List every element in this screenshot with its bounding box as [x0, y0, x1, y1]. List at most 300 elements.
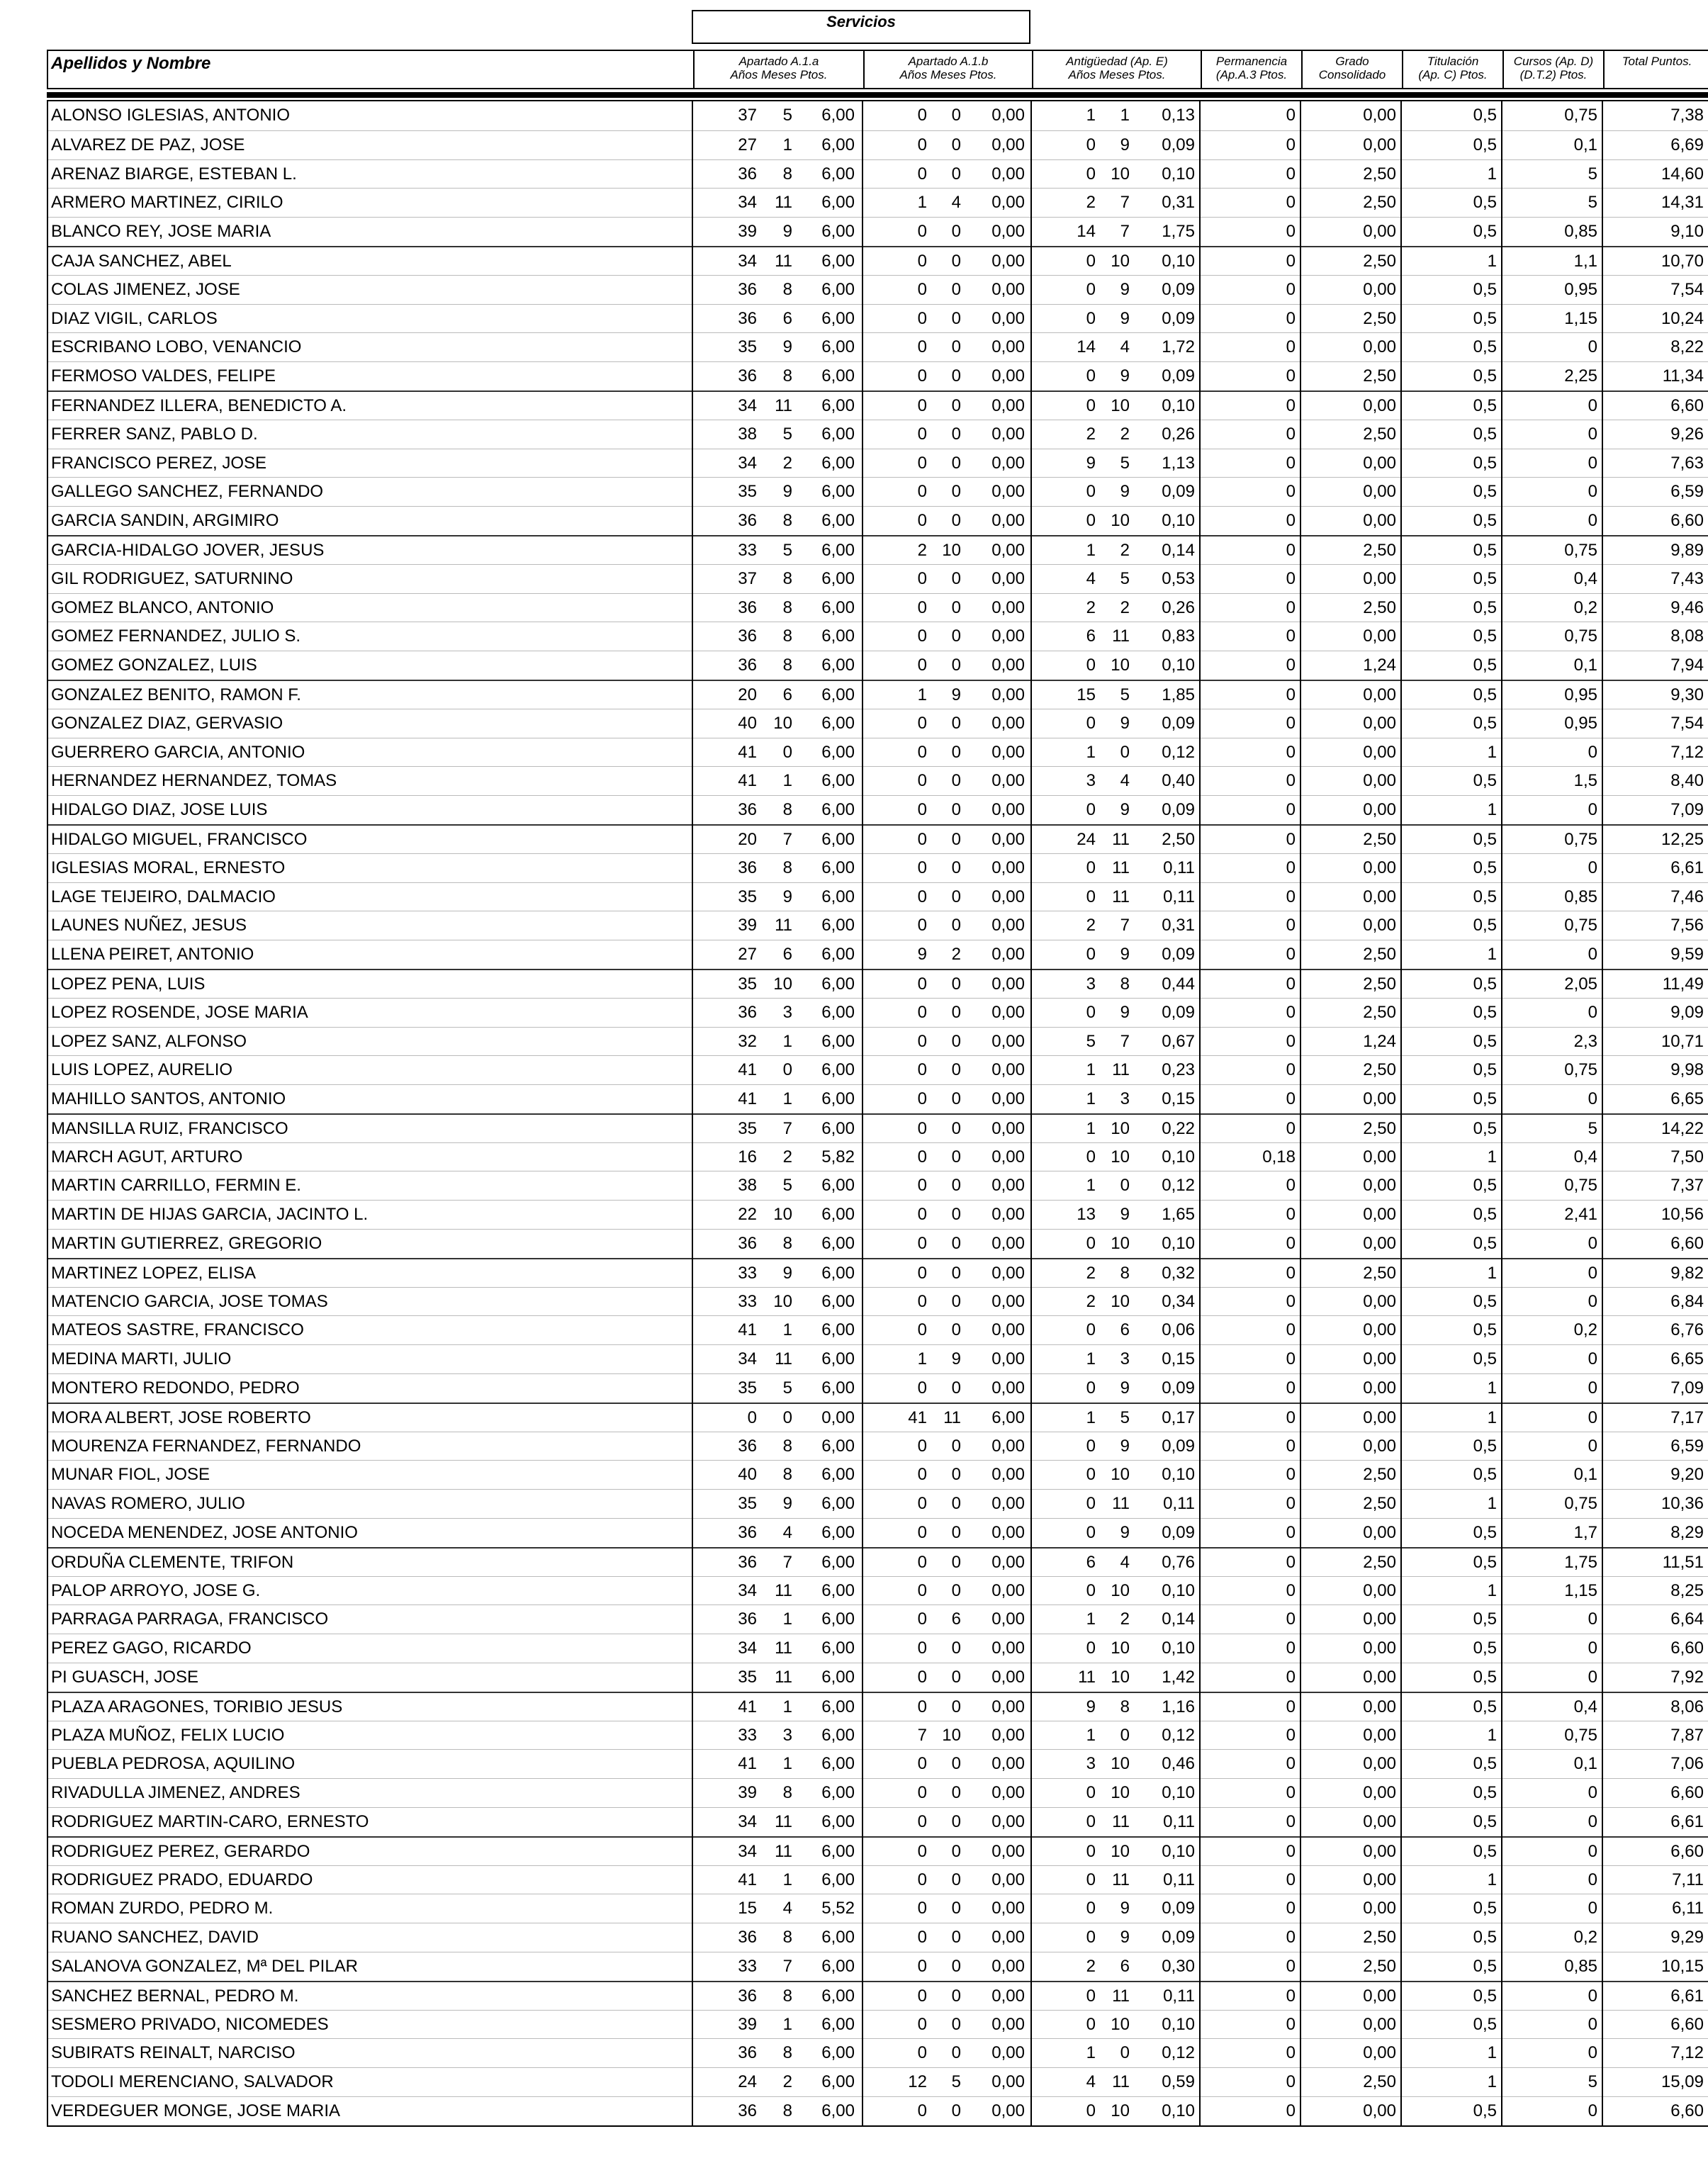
cell-a1b-years: 0 — [917, 1060, 927, 1080]
cell-total: 7,50 — [1670, 1147, 1704, 1167]
cell-a1b-months: 9 — [951, 1349, 961, 1369]
cell-a1a-years: 36 — [738, 626, 757, 646]
cell-cursos: 0,2 — [1573, 597, 1597, 617]
cell-ant-points: 0,67 — [1162, 1031, 1195, 1051]
cell-total: 7,37 — [1670, 1176, 1704, 1196]
cell-a1b-years: 0 — [917, 1291, 927, 1311]
cell-ant-years: 4 — [1086, 2072, 1096, 2092]
cell-titulacion: 0,5 — [1473, 1291, 1497, 1311]
cell-a1b-months: 0 — [951, 1697, 961, 1716]
cell-name: FERNANDEZ ILLERA, BENEDICTO A. — [51, 395, 347, 415]
cell-a1a-months: 8 — [782, 511, 792, 531]
cell-a1b-years: 0 — [917, 135, 927, 154]
cell-ant-months: 10 — [1111, 1465, 1130, 1485]
cell-a1a-months: 8 — [782, 1465, 792, 1485]
cell-ant-months: 10 — [1111, 1754, 1130, 1774]
cell-a1b-points: 0,00 — [991, 193, 1025, 213]
cell-ant-months: 11 — [1112, 626, 1130, 646]
cell-a1a-months: 9 — [782, 1494, 792, 1514]
cell-name: NAVAS ROMERO, JULIO — [51, 1494, 245, 1514]
cell-a1b-points: 0,00 — [991, 106, 1025, 125]
cell-cursos: 1,75 — [1564, 1552, 1597, 1572]
cell-a1a-points: 6,00 — [821, 1668, 855, 1687]
cell-a1b-points: 0,00 — [991, 337, 1025, 357]
cell-ant-points: 0,26 — [1162, 597, 1195, 617]
cell-permanencia: 0 — [1286, 1783, 1296, 1803]
cell-titulacion: 0,5 — [1473, 1609, 1497, 1629]
cell-grado: 2,50 — [1363, 829, 1396, 849]
cell-ant-points: 0,15 — [1162, 1089, 1195, 1109]
cell-a1a-years: 34 — [738, 251, 757, 271]
cell-ant-months: 9 — [1120, 1899, 1130, 1918]
cell-a1a-months: 8 — [782, 1436, 792, 1456]
cell-a1b-points: 0,00 — [991, 1031, 1025, 1051]
cell-a1b-months: 0 — [951, 1928, 961, 1948]
table-row — [48, 1027, 1708, 1056]
cell-permanencia: 0 — [1286, 1465, 1296, 1485]
cell-a1b-months: 0 — [951, 164, 961, 184]
cell-a1b-months: 0 — [951, 1754, 961, 1774]
cell-a1b-years: 0 — [917, 1580, 927, 1600]
cell-permanencia: 0 — [1286, 945, 1296, 965]
cell-a1a-points: 6,00 — [821, 656, 855, 675]
cell-ant-years: 2 — [1086, 193, 1096, 213]
cell-a1a-years: 36 — [738, 1523, 757, 1543]
cell-permanencia: 0 — [1286, 858, 1296, 877]
cell-total: 7,94 — [1670, 656, 1704, 675]
cell-ant-points: 0,10 — [1162, 1841, 1195, 1861]
cell-grado: 0,00 — [1363, 1841, 1396, 1861]
cell-a1b-months: 0 — [951, 1812, 961, 1832]
cell-cursos: 0 — [1588, 742, 1597, 762]
cell-grado: 0,00 — [1363, 337, 1396, 357]
cell-a1a-points: 6,00 — [821, 685, 855, 704]
cell-permanencia: 0 — [1286, 1812, 1296, 1832]
cell-titulacion: 0,5 — [1473, 656, 1497, 675]
cell-cursos: 5 — [1588, 193, 1597, 213]
cell-a1b-years: 12 — [908, 2072, 927, 2092]
cell-cursos: 0 — [1588, 1841, 1597, 1861]
cell-cursos: 0 — [1588, 337, 1597, 357]
cell-ant-points: 0,10 — [1162, 164, 1195, 184]
cell-ant-months: 0 — [1120, 1725, 1130, 1745]
cell-ant-points: 0,12 — [1162, 2043, 1195, 2063]
cell-name: GALLEGO SANCHEZ, FERNANDO — [51, 482, 324, 502]
cell-a1a-points: 6,00 — [821, 1841, 855, 1861]
cell-grado: 2,50 — [1363, 164, 1396, 184]
cell-permanencia: 0 — [1286, 251, 1296, 271]
cell-a1b-years: 0 — [917, 974, 927, 994]
cell-ant-months: 11 — [1112, 2072, 1130, 2092]
cell-a1a-points: 6,00 — [821, 597, 855, 617]
cell-ant-years: 0 — [1086, 482, 1096, 502]
cell-cursos: 0 — [1588, 2014, 1597, 2034]
cell-a1a-years: 37 — [738, 106, 757, 125]
cell-a1b-years: 2 — [917, 540, 927, 560]
cell-ant-months: 10 — [1111, 395, 1130, 415]
cell-ant-years: 0 — [1086, 1494, 1096, 1514]
cell-total: 9,59 — [1670, 945, 1704, 965]
cell-ant-years: 2 — [1086, 1263, 1096, 1283]
cell-a1a-months: 9 — [782, 887, 792, 906]
cell-name: DIAZ VIGIL, CARLOS — [51, 308, 218, 328]
table-row — [48, 1229, 1708, 1258]
table-row — [48, 680, 1708, 709]
cell-a1a-months: 5 — [782, 1378, 792, 1398]
cell-name: RUANO SANCHEZ, DAVID — [51, 1928, 259, 1948]
col-header-grado-l2: Consolidado — [1318, 68, 1386, 82]
cell-a1a-years: 40 — [738, 713, 757, 733]
cell-ant-years: 0 — [1086, 308, 1096, 328]
cell-permanencia: 0 — [1286, 193, 1296, 213]
cell-total: 6,59 — [1670, 482, 1704, 502]
cell-name: GARCIA-HIDALGO JOVER, JESUS — [51, 540, 325, 560]
cell-a1a-months: 9 — [782, 482, 792, 502]
cell-titulacion: 0,5 — [1473, 222, 1497, 242]
table-row — [48, 101, 1708, 130]
cell-a1b-years: 0 — [917, 2043, 927, 2063]
cell-a1b-points: 0,00 — [991, 1118, 1025, 1138]
cell-cursos: 5 — [1588, 164, 1597, 184]
cell-a1a-points: 6,00 — [821, 1205, 855, 1225]
cell-a1a-years: 33 — [738, 1291, 757, 1311]
table-row — [48, 1432, 1708, 1461]
cell-cursos: 0,85 — [1564, 222, 1597, 242]
table-row — [48, 1489, 1708, 1518]
table-row — [48, 449, 1708, 478]
column-divider — [1602, 101, 1603, 2125]
cell-cursos: 0,1 — [1573, 135, 1597, 154]
cell-total: 6,65 — [1670, 1089, 1704, 1109]
cell-name: PLAZA MUÑOZ, FELIX LUCIO — [51, 1725, 285, 1745]
cell-a1a-points: 6,00 — [821, 568, 855, 588]
cell-ant-years: 2 — [1086, 597, 1096, 617]
table-row — [48, 1373, 1708, 1403]
cell-a1a-months: 7 — [782, 1118, 792, 1138]
cell-a1a-years: 39 — [738, 2014, 757, 2034]
cell-grado: 2,50 — [1363, 540, 1396, 560]
cell-name: MARCH AGUT, ARTURO — [51, 1147, 243, 1167]
cell-total: 8,08 — [1670, 626, 1704, 646]
cell-ant-points: 0,10 — [1162, 1234, 1195, 1254]
cell-a1b-points: 0,00 — [991, 1841, 1025, 1861]
cell-a1a-years: 20 — [738, 829, 757, 849]
cell-ant-years: 3 — [1086, 974, 1096, 994]
cell-permanencia: 0,18 — [1262, 1147, 1296, 1167]
cell-a1a-years: 15 — [738, 1899, 757, 1918]
cell-total: 10,56 — [1661, 1205, 1704, 1225]
cell-titulacion: 0,5 — [1473, 568, 1497, 588]
cell-ant-years: 15 — [1077, 685, 1096, 704]
cell-titulacion: 0,5 — [1473, 1783, 1497, 1803]
cell-ant-points: 0,11 — [1163, 1986, 1195, 2006]
cell-ant-years: 0 — [1086, 2014, 1096, 2034]
cell-titulacion: 0,5 — [1473, 713, 1497, 733]
cell-a1a-years: 36 — [738, 511, 757, 531]
table-row — [48, 1923, 1708, 1952]
cell-ant-months: 9 — [1120, 1436, 1130, 1456]
cell-a1a-points: 6,00 — [821, 279, 855, 299]
cell-total: 9,29 — [1670, 1928, 1704, 1948]
table-row — [48, 2038, 1708, 2067]
cell-a1b-points: 0,00 — [991, 1263, 1025, 1283]
cell-permanencia: 0 — [1286, 771, 1296, 791]
cell-a1b-months: 0 — [951, 1002, 961, 1022]
cell-a1a-points: 6,00 — [821, 1812, 855, 1832]
cell-ant-points: 0,09 — [1162, 1436, 1195, 1456]
cell-cursos: 0,4 — [1573, 1697, 1597, 1716]
cell-cursos: 0,95 — [1564, 685, 1597, 704]
cell-a1b-months: 0 — [951, 626, 961, 646]
cell-a1a-months: 11 — [775, 1349, 792, 1369]
cell-a1b-points: 0,00 — [991, 1465, 1025, 1485]
cell-a1b-months: 0 — [951, 1899, 961, 1918]
cell-name: MARTIN GUTIERREZ, GREGORIO — [51, 1234, 322, 1254]
table-row — [48, 824, 1708, 853]
cell-permanencia: 0 — [1286, 1725, 1296, 1745]
cell-titulacion: 0,5 — [1473, 2014, 1497, 2034]
cell-ant-years: 0 — [1086, 1812, 1096, 1832]
cell-name: TODOLI MERENCIANO, SALVADOR — [51, 2072, 334, 2092]
cell-a1b-points: 6,00 — [991, 1407, 1025, 1427]
table-row — [48, 853, 1708, 882]
cell-a1b-years: 0 — [917, 1783, 927, 1803]
cell-a1b-years: 0 — [917, 2101, 927, 2120]
cell-ant-points: 0,31 — [1162, 193, 1195, 213]
cell-permanencia: 0 — [1286, 1436, 1296, 1456]
cell-a1b-months: 0 — [951, 135, 961, 154]
cell-grado: 2,50 — [1363, 1552, 1396, 1572]
cell-ant-points: 0,10 — [1162, 511, 1195, 531]
cell-total: 11,49 — [1662, 974, 1704, 994]
cell-a1a-years: 38 — [738, 424, 757, 444]
cell-total: 6,60 — [1670, 1639, 1704, 1658]
cell-titulacion: 0,5 — [1473, 1986, 1497, 2006]
cell-permanencia: 0 — [1286, 1957, 1296, 1976]
cell-permanencia: 0 — [1286, 1552, 1296, 1572]
cell-grado: 2,50 — [1363, 193, 1396, 213]
table-row — [48, 1894, 1708, 1923]
cell-ant-years: 1 — [1086, 1118, 1096, 1138]
cell-grado: 0,00 — [1363, 887, 1396, 906]
table-row — [48, 390, 1708, 420]
cell-a1a-points: 6,00 — [821, 858, 855, 877]
cell-a1b-years: 0 — [917, 568, 927, 588]
cell-a1b-points: 0,00 — [991, 1523, 1025, 1543]
cell-ant-years: 0 — [1086, 279, 1096, 299]
cell-titulacion: 1 — [1487, 800, 1497, 820]
cell-a1b-years: 0 — [917, 1841, 927, 1861]
cell-permanencia: 0 — [1286, 1494, 1296, 1514]
cell-titulacion: 0,5 — [1473, 1118, 1497, 1138]
cell-cursos: 0 — [1588, 2101, 1597, 2120]
cell-titulacion: 0,5 — [1473, 829, 1497, 849]
cell-a1b-months: 0 — [951, 106, 961, 125]
cell-a1b-years: 41 — [908, 1407, 927, 1427]
cell-a1a-points: 6,00 — [821, 337, 855, 357]
cell-cursos: 0,4 — [1573, 1147, 1597, 1167]
table-row — [48, 1576, 1708, 1605]
cell-a1b-points: 0,00 — [991, 1291, 1025, 1311]
cell-grado: 0,00 — [1363, 1870, 1396, 1889]
cell-cursos: 1,15 — [1564, 1580, 1597, 1600]
cell-a1b-points: 0,00 — [991, 308, 1025, 328]
cell-grado: 0,00 — [1363, 1609, 1396, 1629]
header-divider — [47, 92, 1708, 98]
table-header — [47, 50, 1708, 89]
cell-ant-years: 0 — [1086, 164, 1096, 184]
cell-ant-points: 0,23 — [1162, 1060, 1195, 1080]
col-header-cursos — [1502, 51, 1603, 88]
cell-a1b-years: 0 — [917, 1697, 927, 1716]
cell-a1a-years: 41 — [738, 1697, 757, 1716]
cell-permanencia: 0 — [1286, 366, 1296, 386]
cell-a1b-years: 0 — [917, 1378, 927, 1398]
table-row — [48, 1142, 1708, 1171]
cell-a1a-points: 6,00 — [821, 193, 855, 213]
cell-a1b-points: 0,00 — [991, 424, 1025, 444]
cell-titulacion: 0,5 — [1473, 916, 1497, 935]
cell-a1a-years: 16 — [738, 1147, 757, 1167]
cell-ant-years: 14 — [1077, 337, 1096, 357]
cell-ant-years: 1 — [1086, 106, 1096, 125]
cell-a1b-points: 0,00 — [991, 1812, 1025, 1832]
cell-grado: 0,00 — [1363, 2043, 1396, 2063]
cell-a1a-months: 7 — [782, 829, 792, 849]
table-row — [48, 911, 1708, 940]
cell-cursos: 0 — [1588, 1349, 1597, 1369]
cell-a1b-years: 0 — [917, 887, 927, 906]
cell-a1a-months: 1 — [782, 1320, 792, 1340]
cell-a1b-points: 0,00 — [991, 713, 1025, 733]
cell-a1b-months: 10 — [942, 540, 961, 560]
cell-a1a-points: 6,00 — [821, 1494, 855, 1514]
cell-a1b-months: 0 — [951, 1320, 961, 1340]
cell-a1b-points: 0,00 — [991, 800, 1025, 820]
cell-ant-points: 0,14 — [1162, 540, 1195, 560]
cell-a1a-points: 6,00 — [821, 887, 855, 906]
cell-grado: 0,00 — [1363, 1523, 1396, 1543]
cell-name: FERRER SANZ, PABLO D. — [51, 424, 258, 444]
cell-a1a-years: 36 — [738, 1234, 757, 1254]
cell-name: GOMEZ GONZALEZ, LUIS — [51, 656, 257, 675]
cell-a1b-years: 9 — [917, 945, 927, 965]
cell-name: LAUNES NUÑEZ, JESUS — [51, 916, 247, 935]
cell-a1b-months: 0 — [951, 1841, 961, 1861]
cell-a1b-years: 0 — [917, 829, 927, 849]
cell-grado: 0,00 — [1363, 1089, 1396, 1109]
cell-name: RODRIGUEZ MARTIN-CARO, ERNESTO — [51, 1812, 369, 1832]
cell-permanencia: 0 — [1286, 1176, 1296, 1196]
table-row — [48, 477, 1708, 506]
cell-name: MARTINEZ LOPEZ, ELISA — [51, 1263, 256, 1283]
cell-a1b-months: 0 — [951, 858, 961, 877]
cell-a1a-years: 35 — [738, 974, 757, 994]
cell-a1b-points: 0,00 — [991, 829, 1025, 849]
cell-a1b-years: 0 — [917, 1870, 927, 1889]
cell-a1a-months: 8 — [782, 626, 792, 646]
cell-ant-points: 0,10 — [1162, 2101, 1195, 2120]
cell-a1a-months: 0 — [782, 742, 792, 762]
cell-total: 9,20 — [1670, 1465, 1704, 1485]
cell-a1a-years: 35 — [738, 482, 757, 502]
cell-ant-months: 10 — [1111, 1580, 1130, 1600]
cell-total: 7,54 — [1670, 279, 1704, 299]
table-row — [48, 1749, 1708, 1778]
table-row — [48, 1981, 1708, 2010]
cell-name: MARTIN CARRILLO, FERMIN E. — [51, 1176, 301, 1196]
cell-grado: 0,00 — [1363, 1234, 1396, 1254]
cell-ant-points: 0,06 — [1162, 1320, 1195, 1340]
cell-ant-months: 3 — [1120, 1349, 1130, 1369]
cell-total: 7,43 — [1670, 568, 1704, 588]
cell-a1b-points: 0,00 — [991, 1349, 1025, 1369]
cell-grado: 0,00 — [1363, 1147, 1396, 1167]
cell-total: 6,64 — [1670, 1609, 1704, 1629]
cell-ant-years: 0 — [1086, 1841, 1096, 1861]
cell-a1a-months: 3 — [782, 1002, 792, 1022]
cell-ant-months: 2 — [1120, 1609, 1130, 1629]
cell-a1a-points: 6,00 — [821, 1060, 855, 1080]
cell-a1b-months: 0 — [951, 742, 961, 762]
cell-titulacion: 0,5 — [1473, 1205, 1497, 1225]
cell-grado: 0,00 — [1363, 1407, 1396, 1427]
cell-ant-months: 8 — [1120, 1263, 1130, 1283]
cell-name: PLAZA ARAGONES, TORIBIO JESUS — [51, 1697, 343, 1716]
cell-name: NOCEDA MENENDEZ, JOSE ANTONIO — [51, 1523, 358, 1543]
table-row — [48, 593, 1708, 622]
cell-a1a-points: 6,00 — [821, 742, 855, 762]
table-row — [48, 622, 1708, 651]
cell-a1b-points: 0,00 — [991, 1002, 1025, 1022]
cell-a1b-months: 0 — [951, 974, 961, 994]
cell-ant-years: 0 — [1086, 366, 1096, 386]
cell-ant-points: 0,09 — [1162, 945, 1195, 965]
cell-cursos: 0,75 — [1564, 916, 1597, 935]
cell-total: 7,92 — [1670, 1668, 1704, 1687]
cell-a1a-points: 6,00 — [821, 164, 855, 184]
cell-a1a-months: 9 — [782, 337, 792, 357]
cell-a1b-points: 0,00 — [991, 222, 1025, 242]
table-row — [48, 1315, 1708, 1344]
cell-total: 8,25 — [1670, 1580, 1704, 1600]
cell-ant-years: 0 — [1086, 1465, 1096, 1485]
cell-ant-years: 0 — [1086, 1320, 1096, 1340]
table-row — [48, 2096, 1708, 2125]
cell-a1a-years: 0 — [747, 1407, 757, 1427]
cell-ant-points: 0,09 — [1162, 366, 1195, 386]
table-row — [48, 940, 1708, 969]
cell-a1b-months: 0 — [951, 511, 961, 531]
cell-a1b-months: 0 — [951, 1552, 961, 1572]
cell-name: MATENCIO GARCIA, JOSE TOMAS — [51, 1291, 328, 1311]
cell-name: ALVAREZ DE PAZ, JOSE — [51, 135, 245, 154]
cell-a1a-years: 40 — [738, 1465, 757, 1485]
cell-a1b-years: 0 — [917, 164, 927, 184]
cell-ant-months: 4 — [1120, 337, 1130, 357]
table-row — [48, 709, 1708, 738]
cell-titulacion: 0,5 — [1473, 1899, 1497, 1918]
cell-ant-points: 0,09 — [1162, 135, 1195, 154]
cell-a1b-points: 0,00 — [991, 1205, 1025, 1225]
cell-grado: 0,00 — [1363, 1436, 1396, 1456]
cell-a1a-years: 34 — [738, 193, 757, 213]
cell-cursos: 0,75 — [1564, 829, 1597, 849]
cell-name: HIDALGO DIAZ, JOSE LUIS — [51, 800, 268, 820]
cell-cursos: 1,5 — [1573, 771, 1597, 791]
cell-a1b-years: 0 — [917, 597, 927, 617]
cell-cursos: 0,75 — [1564, 1176, 1597, 1196]
